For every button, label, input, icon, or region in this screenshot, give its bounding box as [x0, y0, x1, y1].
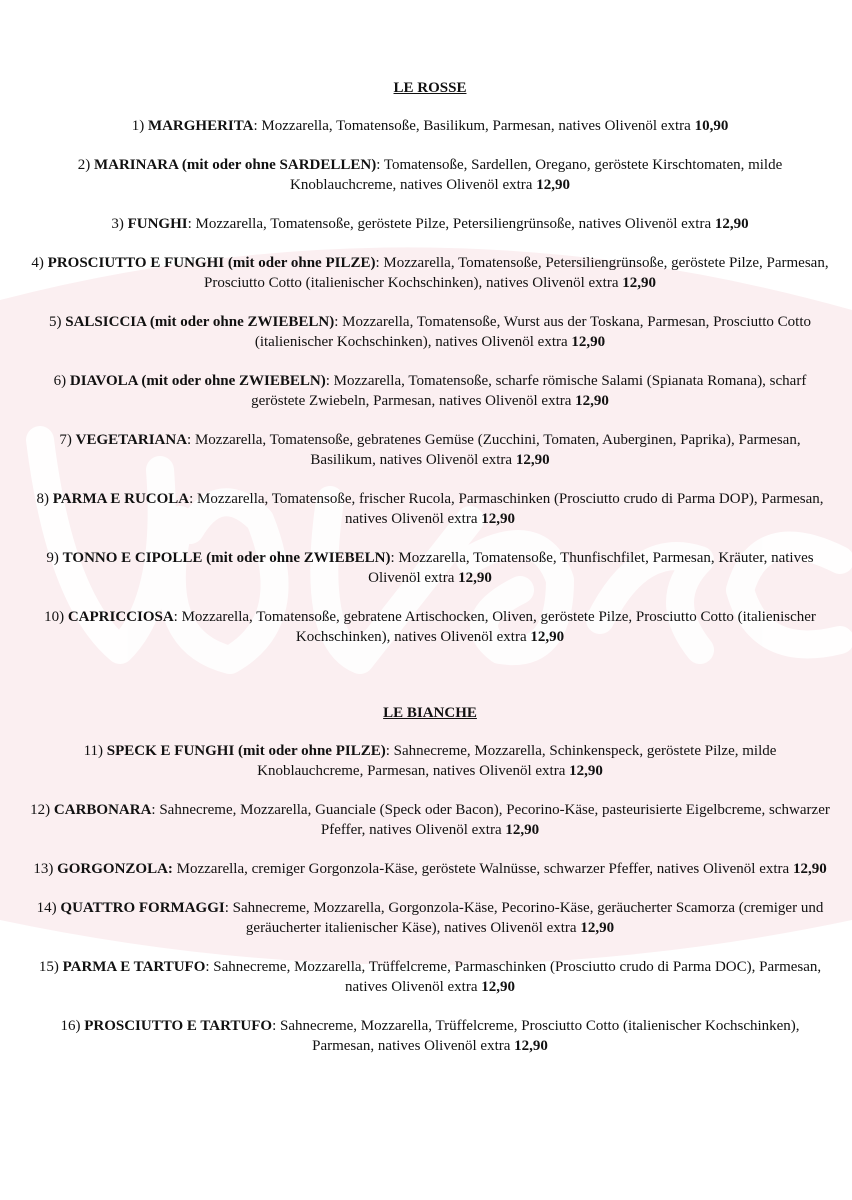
item-name: MARINARA (mit oder ohne SARDELLEN): [93, 157, 377, 173]
item-description: : Mozzarella, Tomatensoße, gebratene Artischocken, Oliven, geröstete Pilze, Prosciutto Cotto (italienischer Kochschinken), natives Olivenöl extra: [173, 609, 816, 645]
item-name: VEGETARIANA: [75, 432, 188, 448]
item-description: : Tomatensoße, Sardellen, Oregano, geröstete Kirschtomaten, milde Knoblauchcreme, natives Olivenöl extra: [290, 157, 783, 193]
item-description: : Sahnecreme, Mozzarella, Guanciale (Speck oder Bacon), Pecorino-Käse, pasteurisierte Eigelbcreme, schwarzer Pfeffer, natives Olivenöl extra: [151, 802, 830, 838]
item-number: 16): [60, 1018, 85, 1034]
menu-item: [30, 607, 830, 647]
item-price: 12,90: [514, 1038, 548, 1054]
item-name: PARMA E RUCOLA: [52, 491, 190, 507]
menu-item: [30, 312, 830, 352]
menu-item: [30, 489, 830, 529]
item-number: 5): [49, 314, 66, 330]
item-description: Mozzarella, cremiger Gorgonzola-Käse, geröstete Walnüsse, schwarzer Pfeffer, natives Olivenöl extra: [172, 861, 793, 877]
item-number: 15): [38, 959, 63, 975]
item-price: 12,90: [505, 822, 540, 838]
menu-item: [30, 548, 830, 588]
item-price: 10,90: [694, 118, 729, 134]
item-price: 12,90: [458, 570, 492, 586]
item-description: : Sahnecreme, Mozzarella, Trüffelcreme, Parmaschinken (Prosciutto crudo di Parma DOC), Parmesan, natives Olivenöl extra: [205, 959, 822, 995]
item-description: : Mozzarella, Tomatensoße, frischer Rucola, Parmaschinken (Prosciutto crudo di Parma DOP), Parmesan, natives Olivenöl extra: [189, 491, 824, 527]
menu-item: [30, 1016, 830, 1056]
item-name: CARBONARA: [53, 802, 152, 818]
item-number: 3): [111, 216, 128, 232]
menu-item: [30, 859, 830, 879]
item-description: : Mozzarella, Tomatensoße, Basilikum, Parmesan, natives Olivenöl extra: [253, 118, 695, 134]
item-price: 12,90: [515, 452, 550, 468]
item-number: 6): [53, 373, 70, 389]
item-number: 1): [131, 118, 148, 134]
item-description: : Mozzarella, Tomatensoße, Thunfischfilet, Parmesan, Kräuter, natives Olivenöl extra: [368, 550, 814, 586]
item-price: 12,90: [569, 763, 603, 779]
item-price: 12,90: [622, 275, 656, 291]
item-price: 12,90: [481, 511, 515, 527]
item-price: 12,90: [792, 861, 827, 877]
item-number: 7): [59, 432, 76, 448]
item-price: 12,90: [530, 629, 565, 645]
menu-item: [30, 957, 830, 997]
item-number: 9): [46, 550, 63, 566]
item-price: 12,90: [481, 979, 515, 995]
item-number: 10): [44, 609, 68, 625]
item-name: TONNO E CIPOLLE (mit oder ohne ZWIEBELN): [62, 550, 391, 566]
menu-item: [30, 741, 830, 781]
item-name: CAPRICCIOSA: [67, 609, 174, 625]
menu-item: [30, 898, 830, 938]
item-name: GORGONZOLA:: [57, 861, 173, 877]
item-number: 8): [36, 491, 53, 507]
item-price: 12,90: [571, 334, 606, 350]
item-description: : Sahnecreme, Mozzarella, Schinkenspeck, geröstete Pilze, milde Knoblauchcreme, Parmesan, natives Olivenöl extra: [257, 743, 777, 779]
item-description: : Sahnecreme, Mozzarella, Gorgonzola-Käse, Pecorino-Käse, geräucherter Scamorza (cremiger und geräucherter italienischer Käse), natives Olivenöl extra: [224, 900, 824, 936]
pizza-menu: [30, 78, 830, 1075]
item-name: PROSCIUTTO E FUNGHI (mit oder ohne PILZE): [47, 255, 376, 271]
item-description: : Mozzarella, Tomatensoße, Petersiliengrünsoße, geröstete Pilze, Parmesan, Prosciutto Cotto (italienischer Kochschinken), natives Olivenöl extra: [204, 255, 829, 291]
item-price: 12,90: [575, 393, 609, 409]
item-name: MARGHERITA: [147, 118, 254, 134]
item-number: 2): [77, 157, 94, 173]
item-name: PROSCIUTTO E TARTUFO: [84, 1018, 273, 1034]
item-description: : Mozzarella, Tomatensoße, geröstete Pilze, Petersiliengrünsoße, natives Olivenöl extra: [187, 216, 715, 232]
menu-item: [30, 155, 830, 195]
item-number: 14): [36, 900, 61, 916]
item-name: PARMA E TARTUFO: [62, 959, 206, 975]
item-name: QUATTRO FORMAGGI: [60, 900, 225, 916]
menu-item: [30, 116, 830, 136]
item-description: : Mozzarella, Tomatensoße, scharfe römische Salami (Spianata Romana), scharf geröstete Zwiebeln, Parmesan, natives Olivenöl extra: [251, 373, 807, 409]
item-name: SPECK E FUNGHI (mit oder ohne PILZE): [106, 743, 386, 759]
item-number: 13): [33, 861, 58, 877]
item-price: 12,90: [536, 177, 570, 193]
menu-item: [30, 430, 830, 470]
item-number: 4): [31, 255, 48, 271]
item-description: : Mozzarella, Tomatensoße, gebratenes Gemüse (Zucchini, Tomaten, Auberginen, Paprika), Parmesan, Basilikum, natives Olivenöl extra: [187, 432, 801, 468]
menu-item: [30, 371, 830, 411]
item-description: : Mozzarella, Tomatensoße, Wurst aus der Toskana, Parmesan, Prosciutto Cotto (italienischer Kochschinken), natives Olivenöl extra: [254, 314, 811, 350]
item-name: SALSICCIA (mit oder ohne ZWIEBELN): [65, 314, 335, 330]
item-price: 12,90: [580, 920, 615, 936]
item-description: : Sahnecreme, Mozzarella, Trüffelcreme, Prosciutto Cotto (italienischer Kochschinken), Parmesan, natives Olivenöl extra: [272, 1018, 800, 1054]
section-title-le-bianche: LE BIANCHE: [383, 705, 477, 721]
item-number: 12): [30, 802, 54, 818]
item-number: 11): [83, 743, 107, 759]
menu-item: [30, 253, 830, 293]
item-price: 12,90: [714, 216, 749, 232]
item-name: DIAVOLA (mit oder ohne ZWIEBELN): [69, 373, 326, 389]
menu-item: [30, 800, 830, 840]
menu-item: [30, 214, 830, 234]
item-name: FUNGHI: [127, 216, 188, 232]
section-title-le-rosse: LE ROSSE: [393, 80, 467, 96]
